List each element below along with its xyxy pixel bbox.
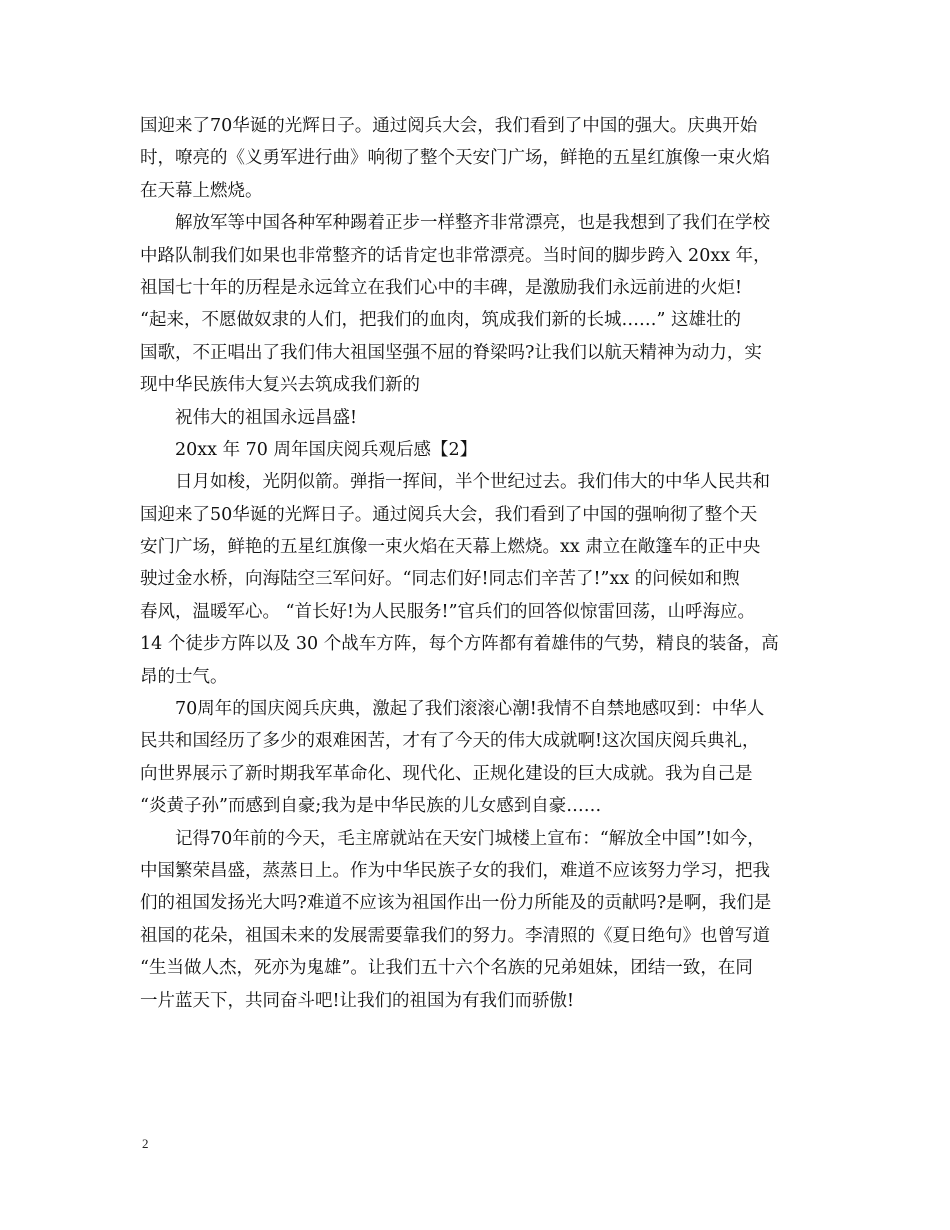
text-line: 中国繁荣昌盛，蒸蒸日上。作为中华民族子女的我们，难道不应该努力学习，把我 — [140, 860, 770, 881]
text-line: 70周年的国庆阅兵庆典，激起了我们滚滚心潮!我情不自禁地感叹到：中华人 — [175, 699, 765, 720]
text-line: 昂的士气。 — [140, 666, 228, 687]
text-line: “起来，不愿做奴隶的人们，把我们的血肉，筑成我们新的长城……” 这雄壮的 — [140, 310, 741, 331]
text-line: 在天幕上燃烧。 — [140, 180, 263, 201]
text-line: 祖国七十年的历程是永远耸立在我们心中的丰碑，是激励我们永远前进的火炬! — [140, 277, 743, 298]
text-line: 时，嘹亮的《义勇军进行曲》响彻了整个天安门广场，鲜艳的五星红旗像一束火焰 — [140, 148, 770, 169]
text-line: 14 个徒步方阵以及 30 个战车方阵，每个方阵都有着雄伟的气势，精良的装备，高 — [140, 634, 779, 655]
text-line: 中路队制我们如果也非常整齐的话肯定也非常漂亮。当时间的脚步跨入 20xx 年， — [140, 245, 771, 266]
text-line: 国迎来了50华诞的光辉日子。通过阅兵大会，我们看到了中国的强响彻了整个天 — [140, 504, 758, 525]
text-line: “生当做人杰，死亦为鬼雄”。让我们五十六个名族的兄弟姐妹，团结一致，在同 — [140, 958, 753, 979]
text-line: 记得70年前的今天，毛主席就站在天安门城楼上宣布：“解放全中国”!如今， — [175, 828, 765, 849]
text-line: 祖国的花朵，祖国未来的发展需要靠我们的努力。李清照的《夏日绝句》也曾写道 — [140, 925, 770, 946]
text-line: 安门广场，鲜艳的五星红旗像一束火焰在天幕上燃烧。xx 肃立在敞篷车的正中央 — [140, 537, 761, 558]
text-line: 国歌，不正唱出了我们伟大祖国坚强不屈的脊梁吗?让我们以航天精神为动力，实 — [140, 342, 762, 363]
text-line: 解放军等中国各种军种踢着正步一样整齐非常漂亮，也是我想到了我们在学校 — [175, 213, 770, 234]
text-line: 民共和国经历了多少的艰难困苦，才有了今天的伟大成就啊!这次国庆阅兵典礼， — [140, 731, 760, 752]
page-number: 2 — [142, 1136, 149, 1151]
text-line: 向世界展示了新时期我军革命化、现代化、正规化建设的巨大成就。我为自己是 — [140, 763, 753, 784]
text-line: 现中华民族伟大复兴去筑成我们新的 — [140, 375, 420, 396]
text-line: “炎黄子孙”而感到自豪;我为是中华民族的儿女感到自豪…… — [140, 796, 602, 817]
text-line: 国迎来了70华诞的光辉日子。通过阅兵大会，我们看到了中国的强大。庆典开始 — [140, 116, 758, 136]
text-line: 日月如梭，光阴似箭。弹指一挥间，半个世纪过去。我们伟大的中华人民共和 — [175, 472, 770, 493]
section-heading: 20xx 年 70 周年国庆阅兵观后感【2】 — [175, 439, 478, 460]
text-line: 祝伟大的祖国永远昌盛! — [175, 407, 358, 428]
text-line: 春风，温暖军心。 “首长好!为人民服务!”官兵们的回答似惊雷回荡，山呼海应。 — [140, 601, 756, 622]
body-text — [140, 110, 820, 1017]
text-line: 们的祖国发扬光大吗?难道不应该为祖国作出一份力所能及的贡献吗?是啊，我们是 — [140, 893, 772, 914]
text-line: 驶过金水桥，向海陆空三军问好。“同志们好!同志们辛苦了!”xx 的问候如和煦 — [140, 569, 740, 590]
text-line: 一片蓝天下，共同奋斗吧!让我们的祖国为有我们而骄傲! — [140, 990, 575, 1011]
